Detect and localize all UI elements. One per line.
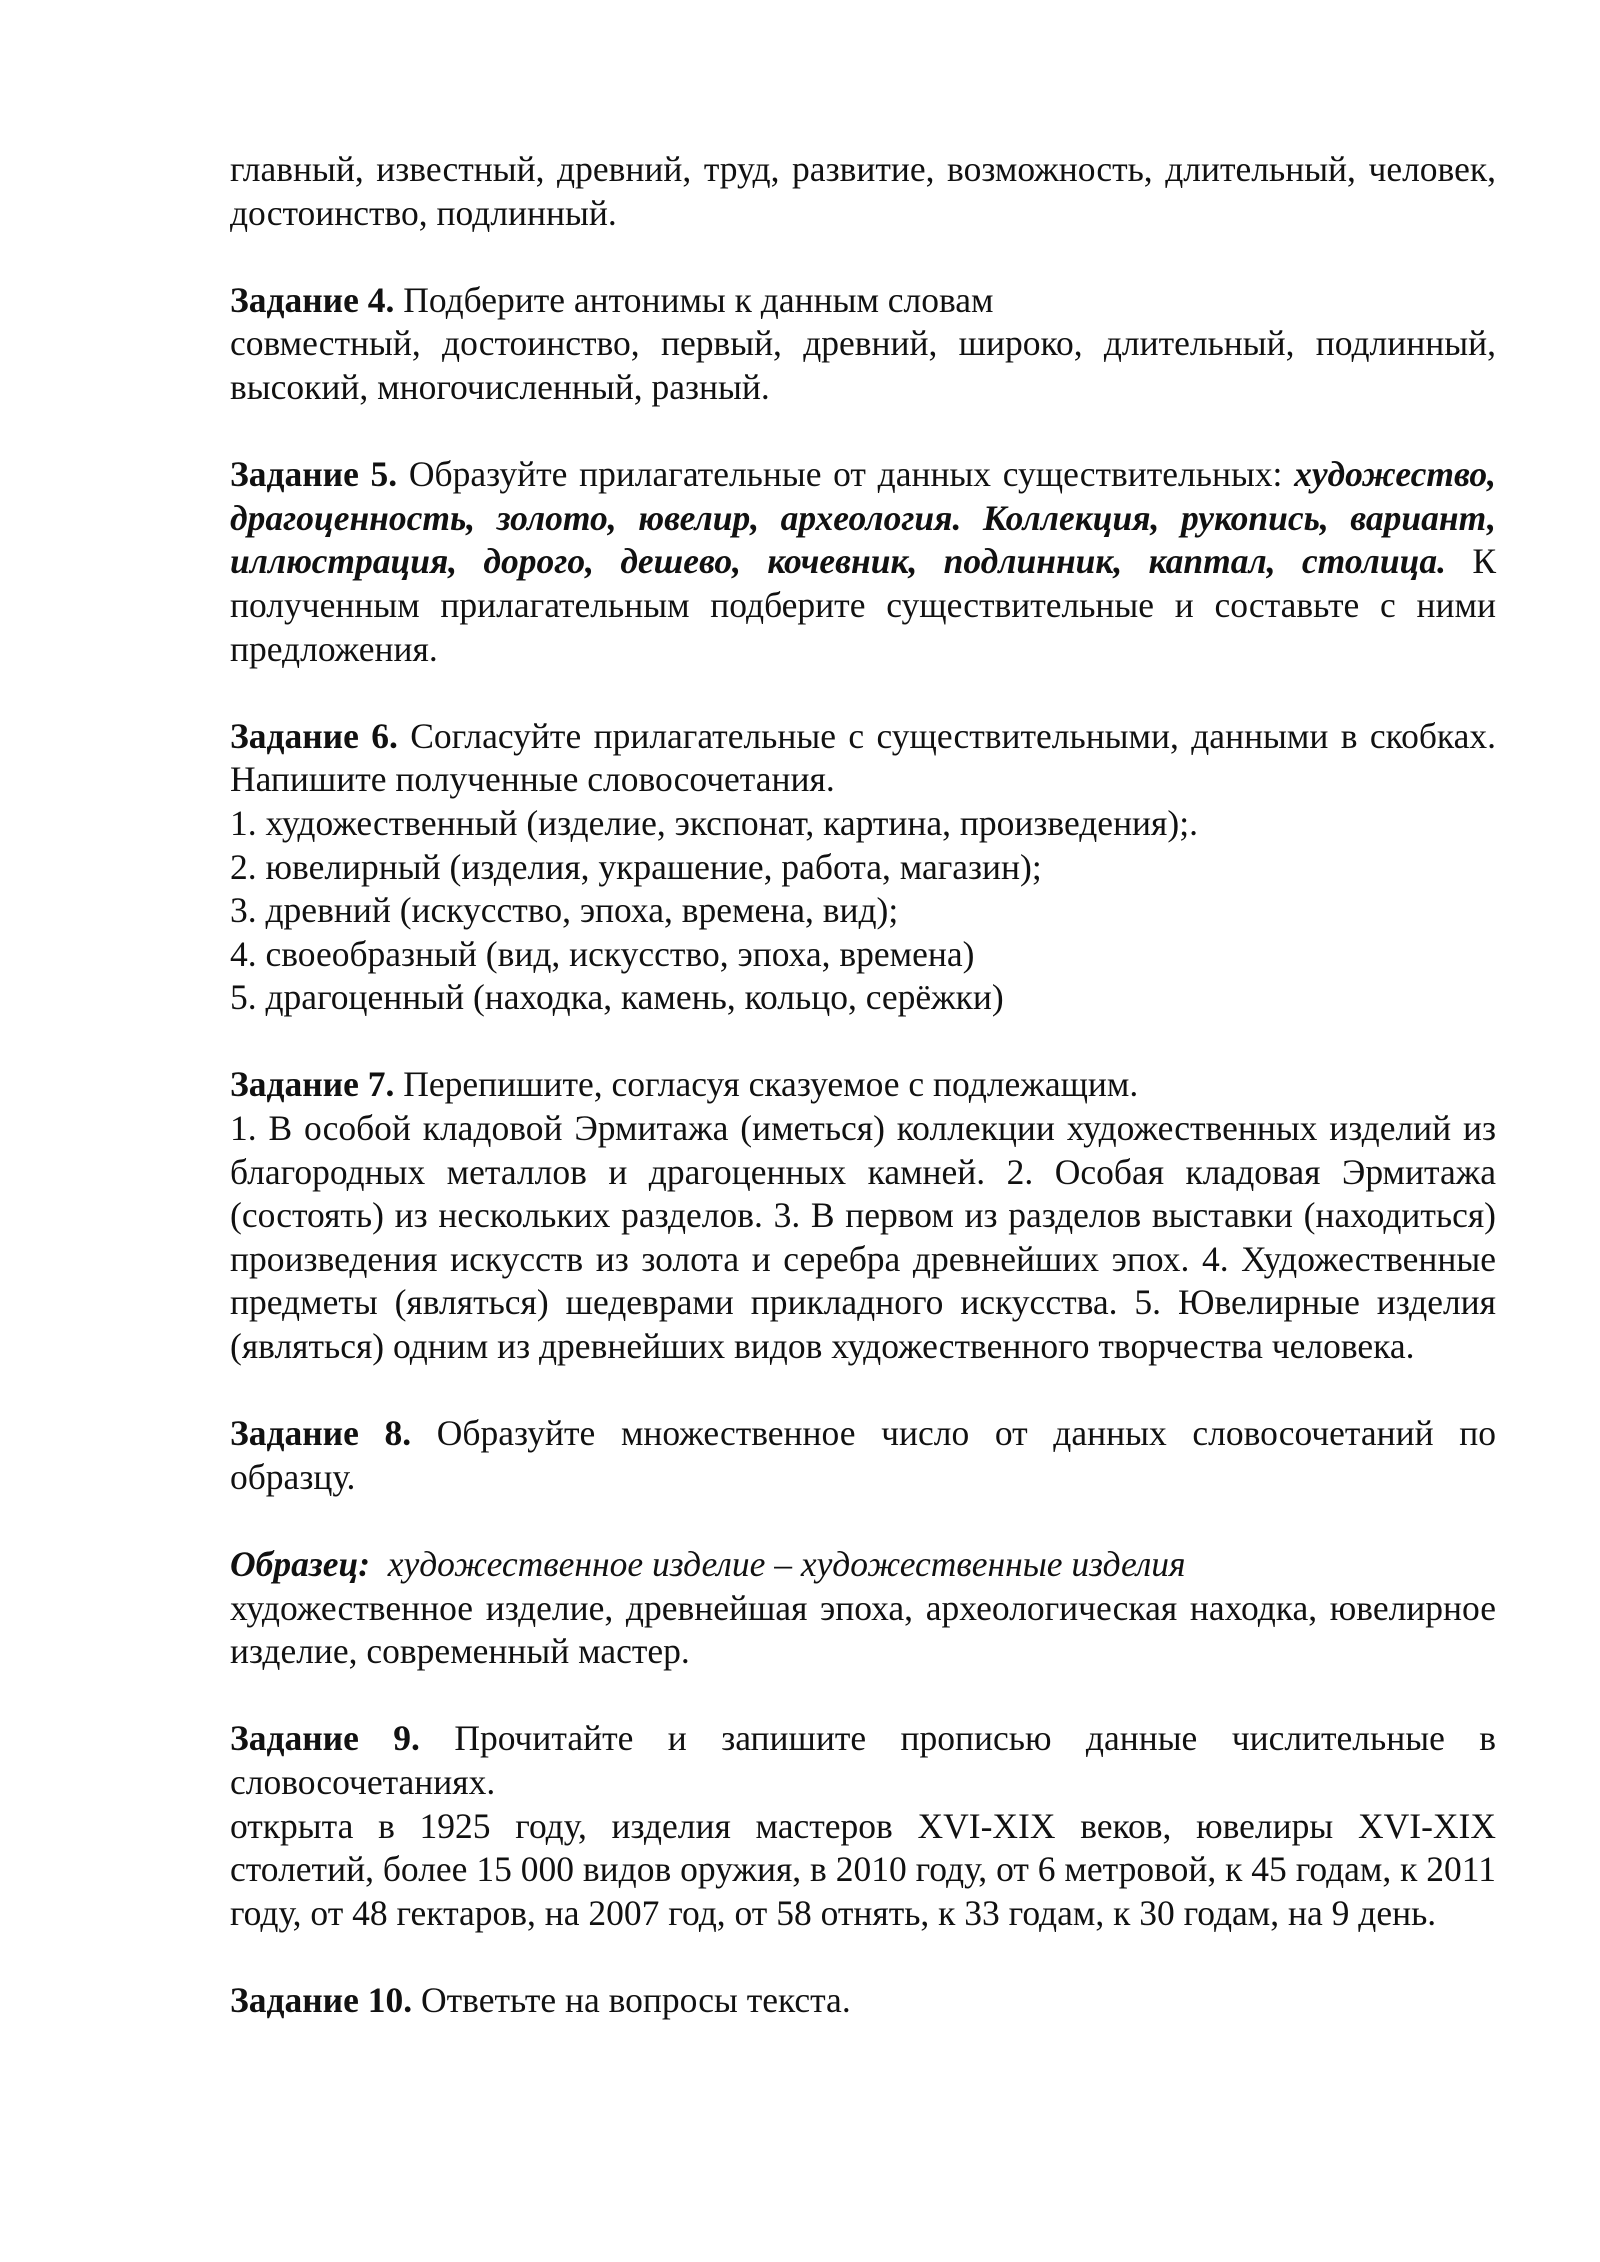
task-5-word-list: художество, драгоценность, золото, ювелир, археология. Коллекция, рукопись, вариант, иллюстрация, дорого, дешево, кочевник, подлинник, каптал, столица. (230, 454, 1496, 582)
task-4-label: Задание 4. (230, 279, 395, 320)
task-4 (230, 279, 1496, 410)
task-5-body (230, 453, 1496, 671)
task-6-heading (230, 715, 1496, 802)
task-5-continuation: К полученным прилагательным подберите существительные и составьте с ними предложения. (230, 541, 1496, 669)
task-4-heading (230, 279, 1496, 323)
task-10-heading (230, 1979, 1496, 2023)
spacer (230, 1674, 1496, 1718)
task-6-item: 3. древний (искусство, эпоха, времена, вид); (230, 890, 899, 931)
task-8-word-list: художественное изделие, древнейшая эпоха, археологическая находка, ювелирное изделие, современный мастер. (230, 1587, 1496, 1672)
task-9 (230, 1717, 1496, 1935)
task-6 (230, 715, 1496, 1020)
task-5-label: Задание 5. (230, 454, 398, 495)
document-page (230, 148, 1496, 2023)
task-6-item: 1. художественный (изделие, экспонат, картина, произведения);. (230, 802, 1198, 843)
task-9-text: открыта в 1925 году, изделия мастеров XVI-XIX веков, ювелиры XVI-XIX столетий, более 15 000 видов оружия, в 2010 году, от 6 метровой, к 45 годам, к 2011 году, от 48 гектаров, на 2007 год, от 58 отнять, к 33 годам, к 30 годам, на 9 день. (230, 1805, 1496, 1933)
task-7-instruction: Перепишите, согласуя сказуемое с подлежащим. (403, 1064, 1139, 1105)
task-5-instruction: Образуйте прилагательные от данных существительных: (408, 454, 1283, 495)
task-10-label: Задание 10. (230, 1979, 413, 2020)
task-9-heading (230, 1717, 1496, 1804)
task-7-label: Задание 7. (230, 1064, 395, 1105)
task-8-sample (230, 1543, 1496, 1587)
task-7-text: 1. В особой кладовой Эрмитажа (иметься) коллекции художественных изделий из благородных металлов и драгоценных камней. 2. Особая кладовая Эрмитажа (состоять) из нескольких разделов. 3. В первом из разделов выставки (находиться) произведения искусств из золота и серебра древнейших эпох. 4. Художественные предметы (являться) шедеврами прикладного искусства. 5. Ювелирные изделия (являться) одним из древнейших видов художественного творчества человека. (230, 1108, 1496, 1367)
task-6-item: 5. драгоценный (находка, камень, кольцо, серёжки) (230, 977, 1004, 1018)
spacer (230, 1499, 1496, 1543)
spacer (230, 1935, 1496, 1979)
spacer (230, 1020, 1496, 1064)
task-4-instruction: Подберите антонимы к данным словам (403, 279, 994, 320)
task-6-item: 2. ювелирный (изделия, украшение, работа, магазин); (230, 846, 1042, 887)
task-8-label: Задание 8. (230, 1413, 412, 1454)
task-6-instruction: Согласуйте прилагательные с существительными, данными в скобках. Напишите полученные словосочетания. (230, 715, 1496, 800)
task-7-heading (230, 1063, 1496, 1107)
spacer (230, 671, 1496, 715)
task-8-sample-text: художественное изделие – художественные изделия (387, 1544, 1186, 1584)
task-8-heading (230, 1412, 1496, 1499)
task-6-label: Задание 6. (230, 715, 398, 756)
task-8-sample-label: Образец: (230, 1544, 371, 1584)
task-9-label: Задание 9. (230, 1718, 420, 1759)
task-6-item: 4. своеобразный (вид, искусство, эпоха, времена) (230, 933, 975, 974)
intro-word-list: главный, известный, древний, труд, развитие, возможность, длительный, человек, достоинство, подлинный. (230, 149, 1496, 233)
task-4-word-list: совместный, достоинство, первый, древний, широко, длительный, подлинный, высокий, многочисленный, разный. (230, 323, 1496, 407)
task-5 (230, 453, 1496, 671)
task-10 (230, 1979, 1496, 2023)
task-7 (230, 1063, 1496, 1368)
task-8-instruction: Образуйте множественное число от данных словосочетаний по образцу. (230, 1413, 1497, 1497)
spacer (230, 235, 1496, 279)
task-8 (230, 1412, 1496, 1674)
task-10-instruction: Ответьте на вопросы текста. (421, 1979, 851, 2020)
spacer (230, 1369, 1496, 1413)
spacer (230, 410, 1496, 454)
task-9-instruction: Прочитайте и запишите прописью данные числительные в словосочетаниях. (230, 1718, 1496, 1802)
